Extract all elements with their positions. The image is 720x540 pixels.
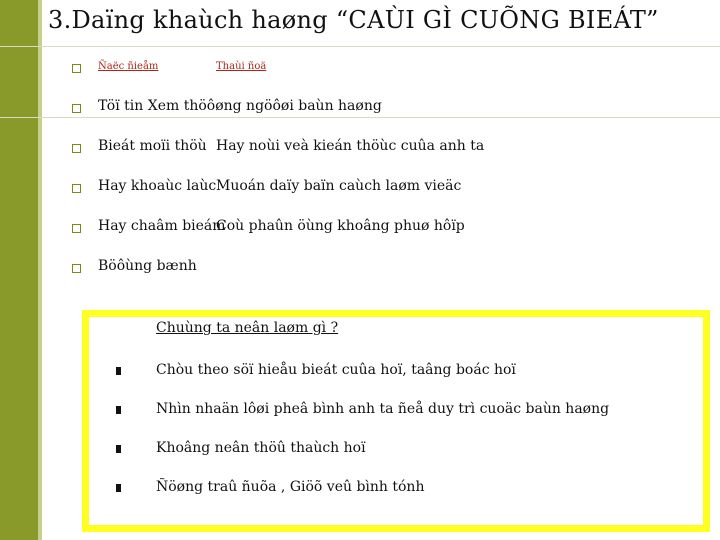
slide-title: 3.Daïng khaùch haøng “CAÙI GÌ CUÕNG BIEÁT” — [48, 6, 659, 34]
advice-item: Khoâng neân thöû thaùch hoï — [156, 440, 366, 456]
square-bullet-icon — [116, 445, 121, 453]
square-bullet-icon — [116, 367, 121, 375]
advice-title: Chuùng ta neân laøm gì ? — [156, 320, 339, 336]
list-item — [72, 258, 712, 298]
list-item — [72, 218, 712, 258]
square-bullet-icon — [72, 224, 81, 233]
trait-right: Muoán daïy baïn caùch laøm vieäc — [216, 178, 462, 194]
advice-item: Chòu theo söï hieåu bieát cuûa hoï, taâng boác hoï — [156, 362, 516, 378]
trait-left: Bieát moïi thöù — [98, 138, 207, 154]
trait-right: Hay noùi veà kieán thöùc cuûa anh ta — [216, 138, 485, 154]
list-item — [0, 401, 720, 431]
traits-header-left: Ñaëc ñieåm — [98, 61, 159, 72]
list-item — [72, 138, 712, 178]
list-item — [0, 440, 720, 470]
traits-list — [72, 58, 712, 298]
square-bullet-icon — [72, 64, 81, 73]
list-item — [72, 178, 712, 218]
trait-left: Töï tin Xem thöôøng ngöôøi baùn haøng — [98, 98, 382, 114]
square-bullet-icon — [72, 144, 81, 153]
trait-left: Hay khoaùc laùc — [98, 178, 217, 194]
list-item — [0, 479, 720, 509]
advice-item: Nhìn nhaän lôøi pheâ bình anh ta ñeå duy trì cuoäc baùn haøng — [156, 401, 610, 417]
trait-right: Coù phaûn öùng khoâng phuø hôïp — [216, 218, 465, 234]
square-bullet-icon — [72, 104, 81, 113]
advice-item: Ñöøng traû ñuõa , Giöõ veû bình tónh — [156, 479, 425, 495]
trait-left: Böôùng bænh — [98, 258, 197, 274]
square-bullet-icon — [72, 184, 81, 193]
square-bullet-icon — [116, 484, 121, 492]
title-divider — [0, 46, 720, 47]
square-bullet-icon — [72, 264, 81, 273]
traits-header-right: Thaùi ñoä — [216, 61, 267, 72]
square-bullet-icon — [116, 406, 121, 414]
list-item — [72, 98, 712, 138]
trait-left: Hay chaâm bieám — [98, 218, 226, 234]
list-item — [0, 362, 720, 392]
traits-header-row — [72, 58, 712, 98]
